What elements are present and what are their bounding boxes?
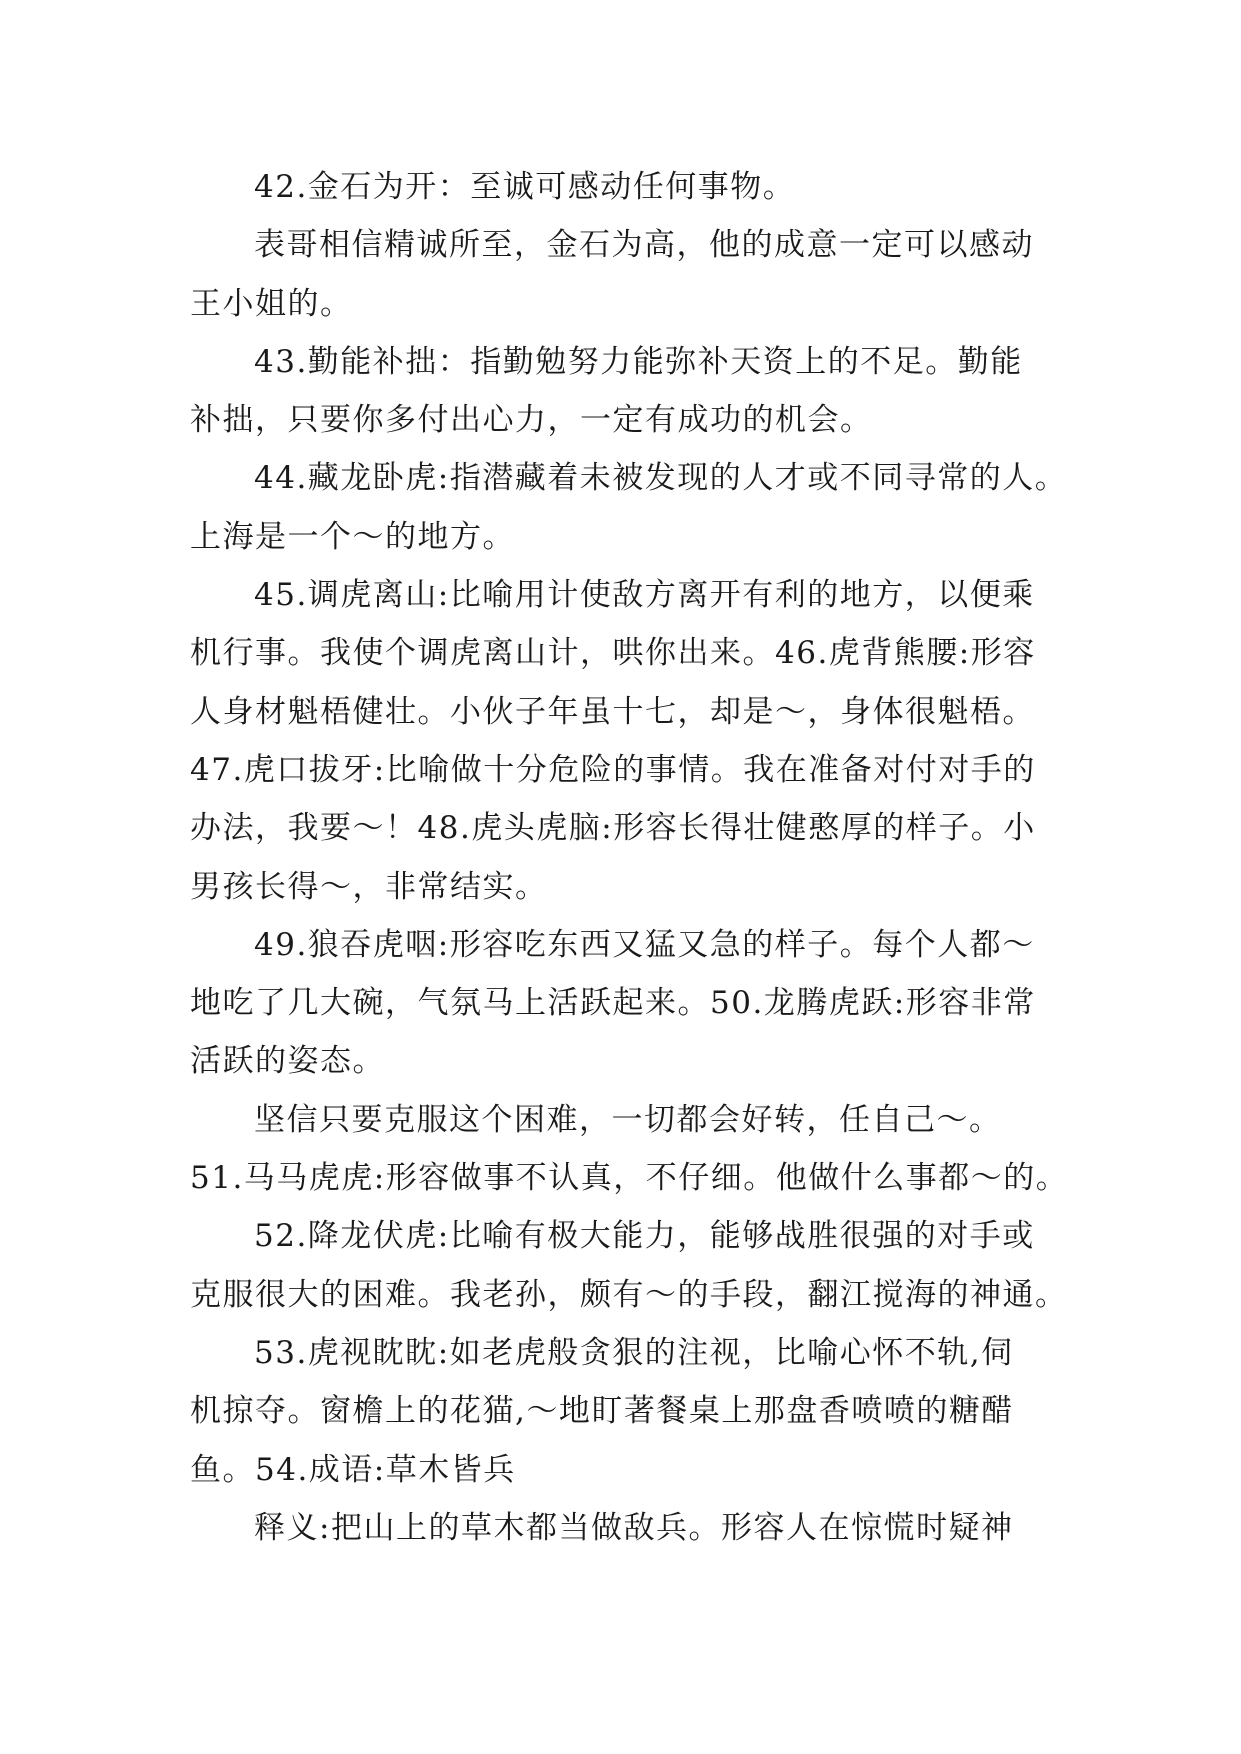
text-line: 克服很大的困难。我老孙，颇有～的手段，翻江搅海的神通。 [190,1276,1068,1313]
text-line: 47.虎口拔牙:比喻做十分危险的事情。我在准备对付对手的 [190,751,1036,788]
text-line: 49.狼吞虎咽:形容吃东西又猛又急的样子。每个人都～ [254,926,1035,963]
text-line: 王小姐的。 [190,285,353,322]
text-line: 43.勤能补拙：指勤勉努力能弥补天资上的不足。勤能 [254,343,1023,380]
text-line: 44.藏龙卧虎:指潜藏着未被发现的人才或不同寻常的人。 [254,460,1068,497]
text-line: 地吃了几大碗，气氛马上活跃起来。50.龙腾虎跃:形容非常 [190,985,1036,1022]
text-line: 人身材魁梧健壮。小伙子年虽十七，却是～，身体很魁梧。 [190,693,1035,730]
text-line: 52.降龙伏虎:比喻有极大能力，能够战胜很强的对手或 [254,1218,1035,1255]
text-line: 42.金石为开：至诚可感动任何事物。 [254,169,796,205]
text-line: 释义:把山上的草木都当做敌兵。形容人在惊慌时疑神 [254,1509,1014,1546]
text-line: 51.马马虎虎:形容做事不认真，不仔细。他做什么事都～的。 [190,1160,1069,1197]
text-line: 机掠夺。窗檐上的花猫,～地盯著餐桌上那盘香喷喷的糖醋 [190,1393,1014,1430]
text-line: 机行事。我使个调虎离山计，哄你出来。46.虎背熊腰:形容 [190,635,1036,672]
text-line: 活跃的姿态。 [190,1043,385,1080]
text-line: 53.虎视眈眈:如老虎般贪狠的注视，比喻心怀不轨,伺 [254,1334,1014,1371]
document-body [190,158,1070,1557]
text-line: 男孩长得～，非常结实。 [190,868,548,905]
text-line: 鱼。54.成语:草木皆兵 [190,1451,516,1488]
text-line: 上海是一个～的地方。 [190,518,515,555]
text-line: 办法，我要～！48.虎头虎脑:形容长得壮健憨厚的样子。小 [190,810,1036,847]
text-line: 坚信只要克服这个困难，一切都会好转，任自己～。 [254,1101,1002,1138]
text-line: 45.调虎离山:比喻用计使敌方离开有利的地方，以便乘 [254,577,1035,614]
text-line: 补拙，只要你多付出心力，一定有成功的机会。 [190,402,873,439]
text-line: 表哥相信精诚所至，金石为高，他的成意一定可以感动 [254,227,1034,264]
